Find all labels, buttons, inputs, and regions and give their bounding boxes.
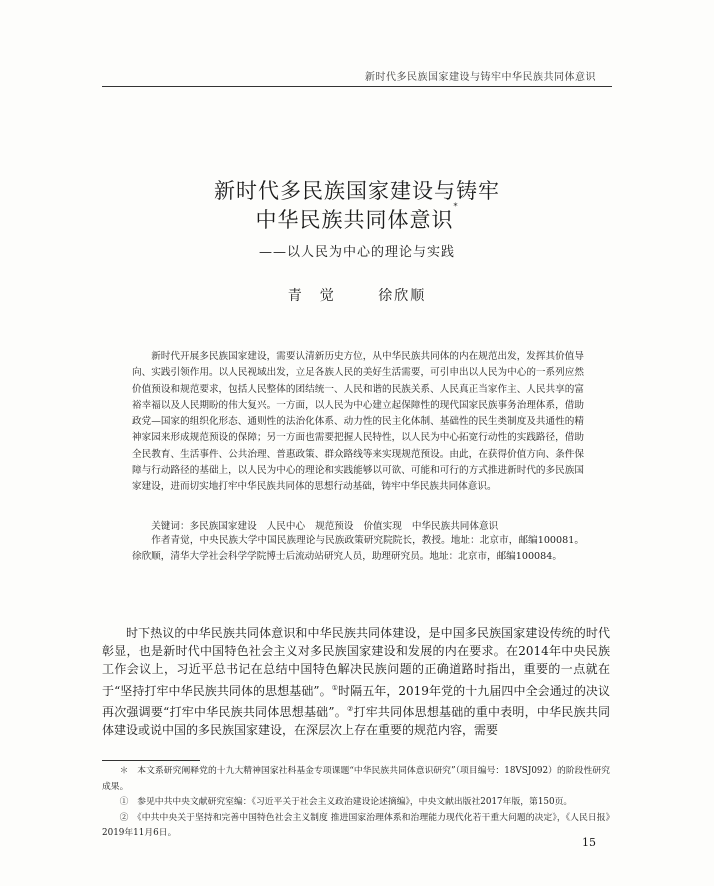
abstract: 新时代开展多民族国家建设，需要认清新历史方位，从中华民族共同体的内在规范出发，发挥其价值导向、实践引领作用。以人民视域出发，立足各族人民的美好生活需要，可引申出以人民为中心的一系列应然价值预设和规范要求，包括人民整体的团结统一、人民和谐的民族关系、人民真正当家作主、人民共享的富裕幸福以及人民期盼的伟大复兴。一方面，以人民为中心建立起保障性的现代国家民族事务治理体系，借助政党—国家的组织化形态、通则性的法治化体系、动力性的民主化体制、基础性的民生类制度及共通性的精神家园来形成规范预设的保障；另一方面也需要把握人民特性，以人民为中心拓宽行动性的实践路径，借助全民教育、生活事件、公共治理、普惠政策、群众路线等来实现规范预设。由此，在获得价值方向、条件保障与行动路径的基础上，以人民为中心的理论和实践能够以可欲、可能和可行的方式推进新时代的多民族国家建设，进而切实地打牢中华民族共同体的思想行动基础，铸牢中华民族共同体意识。 bbox=[132, 351, 584, 493]
body-paragraph bbox=[102, 624, 610, 739]
footnote-ref-1[interactable]: ① bbox=[331, 683, 339, 692]
footnote-ref-2[interactable]: ② bbox=[346, 704, 354, 713]
body-text-3: 打牢共同体思想基础的重中表明，中华民族共同体建设或说中国的多民族国家建设，在深层次上存在重要的规范内容，需要 bbox=[102, 704, 610, 738]
keywords-label: 关键词： bbox=[151, 521, 190, 532]
author-1: 青 觉 bbox=[287, 288, 336, 304]
footnote-rule bbox=[102, 760, 200, 761]
body-text-2: 时隔五年，2019年党的十九届四中全会通过的决议再次强调要“打牢中华民族共同体思想基础”。 bbox=[102, 683, 610, 719]
running-header: 新时代多民族国家建设与铸牢中华民族共同体意识 bbox=[365, 72, 596, 83]
footnote-1: ① 参见中共中央文献研究室编：《习近平关于社会主义政治建设论述摘编》，中央文献出版社2017年版，第150页。 bbox=[119, 797, 573, 807]
footnote-2: ② 《中共中央关于坚持和完善中国特色社会主义制度 推进国家治理体系和治理能力现代化若干重大问题的决定》，《人民日报》2019年11月6日。 bbox=[102, 812, 610, 838]
footnote-star: ＊ 本文系研究阐释党的十九大精神国家社科基金专项课题“中华民族共同体意识研究”（项目编号：18VSJ092）的阶段性研究成果。 bbox=[102, 766, 610, 792]
subtitle: ——以人民为中心的理论与实践 bbox=[258, 245, 455, 260]
body-text-1: 时下热议的中华民族共同体意识和中华民族共同体建设，是中国多民族国家建设传统的时代彰显，也是新时代中国特色社会主义对多民族国家建设和发展的内在要求。在2014年中央民族工作会议上，习近平总书记在总结中国特色解决民族问题的正确道路时指出，重要的一点就在于“坚持打牢中华民族共同体的思想基础”。 bbox=[102, 626, 610, 698]
title-line-2-text: 中华民族共同体意识 bbox=[255, 208, 454, 232]
keyword: 中华民族共同体意识 bbox=[411, 521, 499, 532]
header-rule bbox=[102, 86, 612, 87]
authors bbox=[0, 285, 714, 305]
keyword: 人民中心 bbox=[266, 521, 306, 532]
title-line-1: 新时代多民族国家建设与铸牢 bbox=[214, 179, 500, 203]
keywords bbox=[132, 518, 584, 532]
keyword: 价值实现 bbox=[363, 521, 402, 532]
page-number: 15 bbox=[582, 836, 596, 849]
footnotes bbox=[102, 764, 610, 842]
author-2: 徐欣顺 bbox=[378, 288, 427, 304]
title-line-2 bbox=[0, 204, 714, 234]
keyword: 规范预设 bbox=[315, 521, 354, 532]
keyword: 多民族国家建设 bbox=[189, 521, 257, 532]
author-info: 作者青觉，中央民族大学中国民族理论与民族政策研究院院长，教授。地址：北京市，邮编100081。徐欣顺，清华大学社会科学学院博士后流动站研究人员，助理研究员。地址：北京市，邮编100084。 bbox=[132, 535, 584, 563]
title-footnote-marker[interactable]: * bbox=[453, 202, 459, 211]
